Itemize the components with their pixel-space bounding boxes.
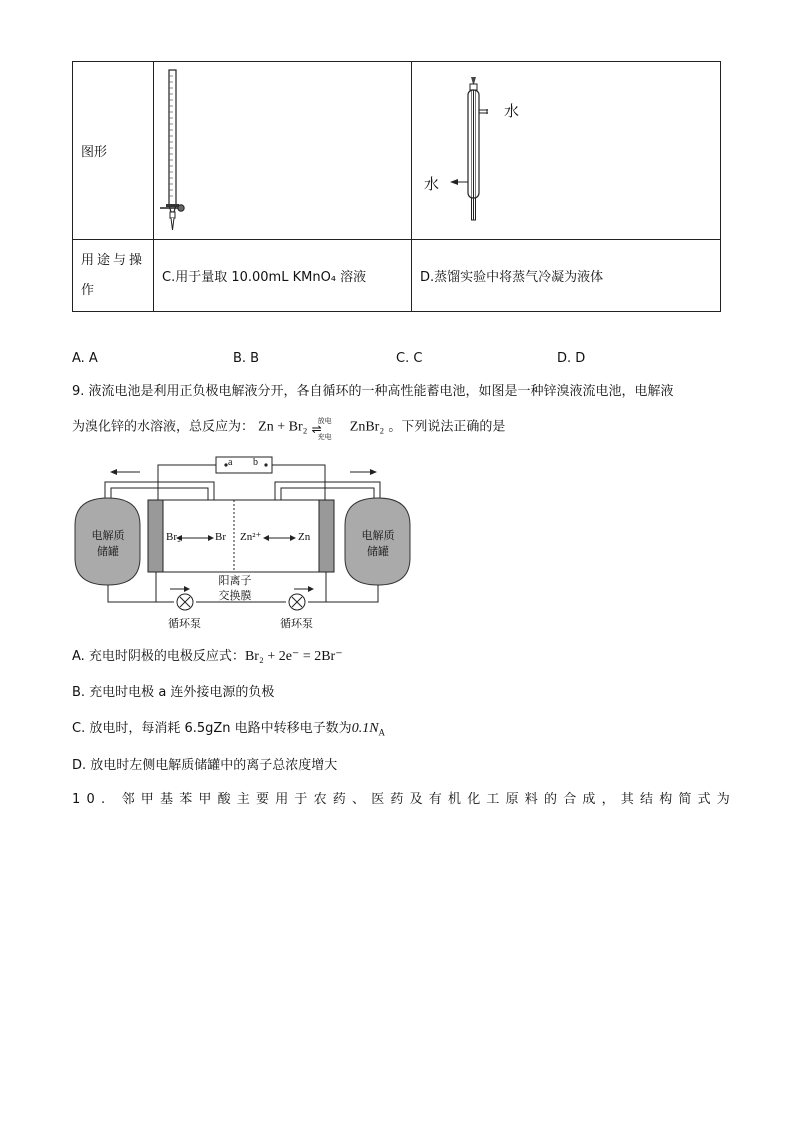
use-row-label-cell (73, 240, 154, 312)
right-tank-line2: 储罐 (367, 545, 389, 558)
left-tank-line2: 储罐 (97, 545, 119, 558)
q9-option-c-value: 0.1N (351, 721, 379, 736)
br2-label: Br₂ (166, 531, 181, 543)
q8-option-a: A. A (72, 351, 98, 366)
q9-stem-prefix: 为溴化锌的水溶液，总反应为： (72, 419, 255, 435)
q9-option-d: D. 放电时左侧电解质储罐中的离子总浓度增大 (72, 758, 338, 773)
electrode-b-label: b (253, 457, 258, 468)
pump-right-label: 循环泵 (280, 617, 313, 630)
q9-option-a-text: A. 充电时阴极的电极反应式： (72, 649, 245, 664)
right-tank-line1: 电解质 (361, 529, 395, 542)
right-tank-label (354, 528, 402, 560)
membrane-label (215, 573, 255, 603)
reaction-right: ZnBr₂ (349, 419, 385, 435)
q9-option-c-sub: A (378, 727, 386, 738)
q9-stem-line1: 9. 液流电池是利用正负极电解液分开，各自循环的一种高性能蓄电池，如图是一种锌溴液流电池，电解液 (72, 384, 674, 399)
q8-table (72, 61, 721, 312)
left-tank-label (84, 528, 132, 560)
water-in-label: 水 (504, 102, 520, 120)
water-out-label: 水 (424, 175, 440, 193)
option-d-use: D.蒸馏实验中将蒸气冷凝为液体 (420, 270, 604, 285)
q8-option-b: B. B (233, 351, 260, 366)
q9-stem-line2 (72, 417, 506, 441)
q9-option-c (72, 720, 385, 742)
zn-label: Zn (298, 531, 311, 543)
condenser-figure-cell (412, 62, 721, 240)
condenser-figure (412, 62, 720, 239)
burette-figure (154, 62, 411, 239)
arrow-left-icon: ⇌ (311, 422, 322, 436)
membrane-line1: 阳离子 (218, 574, 252, 587)
br-label: Br (215, 531, 226, 543)
option-d-use-cell (412, 240, 721, 312)
left-tank-line1: 电解质 (91, 529, 125, 542)
figure-row-label-cell (73, 62, 154, 240)
membrane-line2: 交换膜 (218, 589, 252, 602)
q9-option-b: B. 充电时电极 a 连外接电源的负极 (72, 685, 275, 700)
burette-figure-cell (154, 62, 412, 240)
q9-option-a (72, 648, 343, 666)
option-c-use-cell (154, 240, 412, 312)
figure-row-label: 图形 (81, 145, 108, 160)
q9-stem-suffix: 。下列说法正确的是 (388, 419, 506, 435)
electrode-a-label: a (228, 457, 233, 468)
q8-option-d: D. D (557, 351, 586, 366)
reversible-arrow (311, 417, 346, 441)
flow-battery-figure (70, 450, 415, 635)
q9-option-a-formula: Br₂ + 2e⁻ = 2Br⁻ (244, 649, 343, 664)
zn2-label: Zn²⁺ (240, 531, 262, 543)
q10-stem: 10. 邻甲基苯甲酸主要用于农药、医药及有机化工原料的合成，其结构简式为 (72, 792, 737, 807)
use-row-label-line2: 作 (81, 282, 95, 298)
pump-left-label: 循环泵 (168, 617, 201, 630)
q9-option-c-text: C. 放电时，每消耗 6.5gZn 电路中转移电子数为 (72, 721, 352, 736)
option-c-use: C.用于量取 10.00mL KMnO₄ 溶液 (162, 270, 367, 285)
reaction-left: Zn + Br₂ (258, 419, 308, 435)
q8-option-c: C. C (396, 351, 423, 366)
reaction-discharge: 放电 (317, 417, 332, 425)
use-row-label-line1: 用途与操 (81, 252, 146, 268)
reaction-charge: 充电 (317, 433, 332, 441)
